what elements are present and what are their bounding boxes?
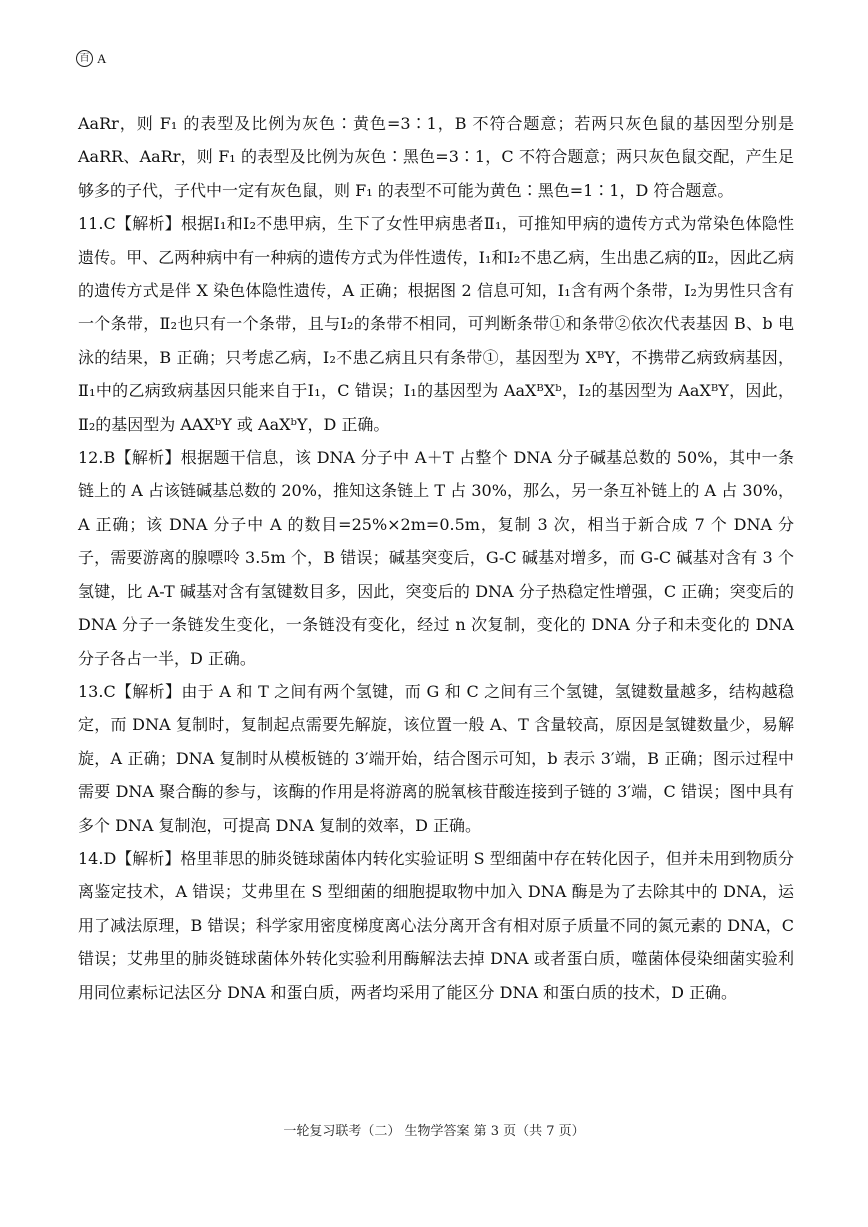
answer-paragraph-12: 12.B【解析】根据题干信息，该 DNA 分子中 A＋T 占整个 DNA 分子碱基总数的 50%，其中一条链上的 A 占该链碱基总数的 20%，推知这条链上 T 占 30%，那么，另一条互补链上的 A 占 30%，A 正确；该 DNA 分子中 A 的数目=25%×2m=0.5m，复制 3 次，相当于新合成 7 个 DNA 分子，需要游离的腺嘌呤 3.5m 个，B 错误；碱基突变后，G-C 碱基对增多，而 G-C 碱基对含有 3 个氢键，比 A-T 碱基对含有氢键数目多，因此，突变后的 DNA 分子热稳定性增强，C 正确；突变后的 DNA 分子一条链发生变化，一条链没有变化，经过 n 次复制，变化的 DNA 分子和未变化的 DNA 分子各占一半，D 正确。 (78, 448, 794, 668)
header-letter: A (97, 50, 107, 66)
answer-paragraph-13: 13.C【解析】由于 A 和 T 之间有两个氢键，而 G 和 C 之间有三个氢键，氢键数量越多，结构越稳定，而 DNA 复制时，复制起点需要先解旋，该位置一般 A、T 含量较高，原因是氢键数量少，易解旋，A 正确；DNA 复制时从模板链的 3′端开始，结合图示可知，b 表示 3′端，B 正确；图示过程中需要 DNA 聚合酶的参与，该酶的作用是将游离的脱氧核苷酸连接到子链的 3′端，C 错误；图中具有多个 DNA 复制泡，可提高 DNA 复制的效率，D 正确。 (78, 681, 794, 835)
answer-content (78, 107, 794, 1009)
answer-paragraph-11: 11.C【解析】根据Ⅰ₁和Ⅰ₂不患甲病，生下了女性甲病患者Ⅱ₁，可推知甲病的遗传方式为常染色体隐性遗传。甲、乙两种病中有一种病的遗传方式为伴性遗传，Ⅰ₁和Ⅰ₂不患乙病，生出患乙病的Ⅱ₂，因此乙病的遗传方式是伴 X 染色体隐性遗传，A 正确；根据图 2 信息可知，Ⅰ₁含有两个条带，Ⅰ₂为男性只含有一个条带，Ⅱ₂也只有一个条带，且与Ⅰ₂的条带不相同，可判断条带①和条带②依次代表基因 B、b 电泳的结果，B 正确；只考虑乙病，Ⅰ₂不患乙病且只有条带①，基因型为 XᴮY，不携带乙病致病基因，Ⅱ₁中的乙病致病基因只能来自于Ⅰ₁，C 错误；Ⅰ₁的基因型为 AaXᴮXᵇ，Ⅰ₂的基因型为 AaXᴮY，因此，Ⅱ₂的基因型为 AAXᵇY 或 AaXᵇY，D 正确。 (78, 214, 794, 434)
page-footer: 一轮复习联考（二） 生物学答案 第 3 页（共 7 页） (283, 1124, 585, 1139)
answer-paragraph-10-cont: AaRr，则 F₁ 的表型及比例为灰色∶黄色=3∶1，B 不符合题意；若两只灰色鼠的基因型分别是 AaRR、AaRr，则 F₁ 的表型及比例为灰色∶黑色=3∶1，C 不符合题意；两只灰色鼠交配，产生足够多的子代，子代中一定有灰色鼠，则 F₁ 的表型不可能为黄色∶黑色=1∶1，D 符合题意。 (78, 114, 794, 200)
answer-paragraph-14: 14.D【解析】格里菲思的肺炎链球菌体内转化实验证明 S 型细菌中存在转化因子，但并未用到物质分离鉴定技术，A 错误；艾弗里在 S 型细菌的细胞提取物中加入 DNA 酶是为了去除其中的 DNA，运用了减法原理，B 错误；科学家用密度梯度离心法分离开含有相对原子质量不同的氮元素的 DNA，C 错误；艾弗里的肺炎链球菌体外转化实验利用酶解法去掉 DNA 或者蛋白质，噬菌体侵染细菌实验利用同位素标记法区分 DNA 和蛋白质，两者均采用了能区分 DNA 和蛋白质的技术，D 正确。 (78, 848, 794, 1002)
header-mark (76, 50, 106, 67)
baidu-logo-icon: 百 (76, 50, 93, 67)
